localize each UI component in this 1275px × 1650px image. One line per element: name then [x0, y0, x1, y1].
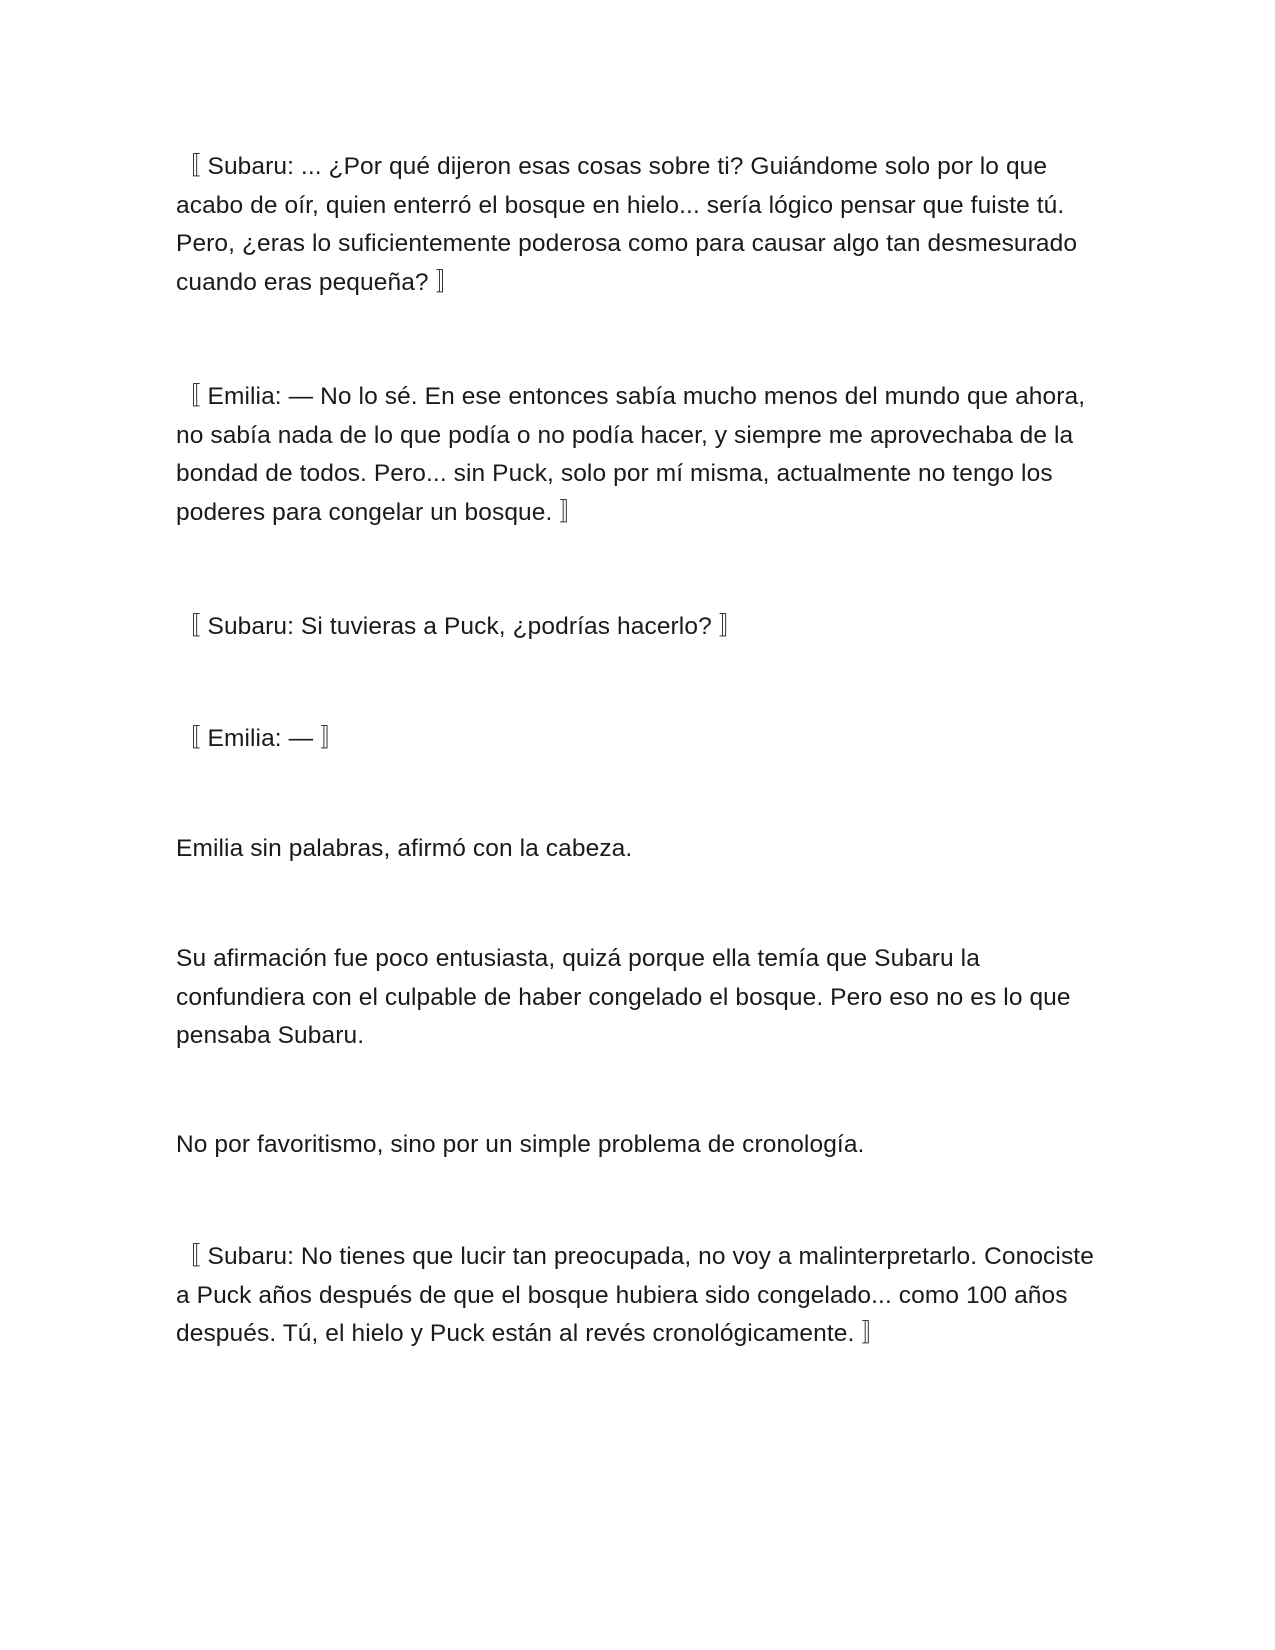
dialogue-subaru-puck-question: 〚 Subaru: Si tuvieras a Puck, ¿podrías hacerlo? 〛	[176, 613, 744, 640]
dialogue-subaru-question: 〚 Subaru: ... ¿Por qué dijeron esas cosas sobre ti? Guiándome solo por lo que acabo de oír, quien enterró el bosque en hielo... sería lógico pensar que fuiste tú. Pero, ¿eras lo suficientemente poderosa como para causar algo tan desmesurado cuando eras pequeña? 〛	[176, 153, 1078, 296]
dialogue-subaru-reassurance: 〚 Subaru: No tienes que lucir tan preocupada, no voy a malinterpretarlo. Conociste a Puck años después de que el bosque hubiera sido congelado... como 100 años después. Tú, el hielo y Puck están al revés cronológicamente. 〛	[176, 1243, 1094, 1348]
narration-affirmation: Su afirmación fue poco entusiasta, quizá porque ella temía que Subaru la confundiera con el culpable de haber congelado el bosque. Pero eso no es lo que pensaba Subaru.	[176, 945, 1071, 1050]
dialogue-emilia-silence: 〚 Emilia: — 〛	[176, 725, 345, 752]
dialogue-emilia-reply: 〚 Emilia: — No lo sé. En ese entonces sabía mucho menos del mundo que ahora, no sabía nada de lo que podía o no podía hacer, y siempre me aprovechaba de la bondad de todos. Pero... sin Puck, solo por mí misma, actualmente no tengo los poderes para congelar un bosque. 〛	[176, 383, 1086, 526]
narration-chronology: No por favoritismo, sino por un simple problema de cronología.	[176, 1131, 865, 1158]
narration-nod: Emilia sin palabras, afirmó con la cabeza.	[176, 835, 633, 862]
